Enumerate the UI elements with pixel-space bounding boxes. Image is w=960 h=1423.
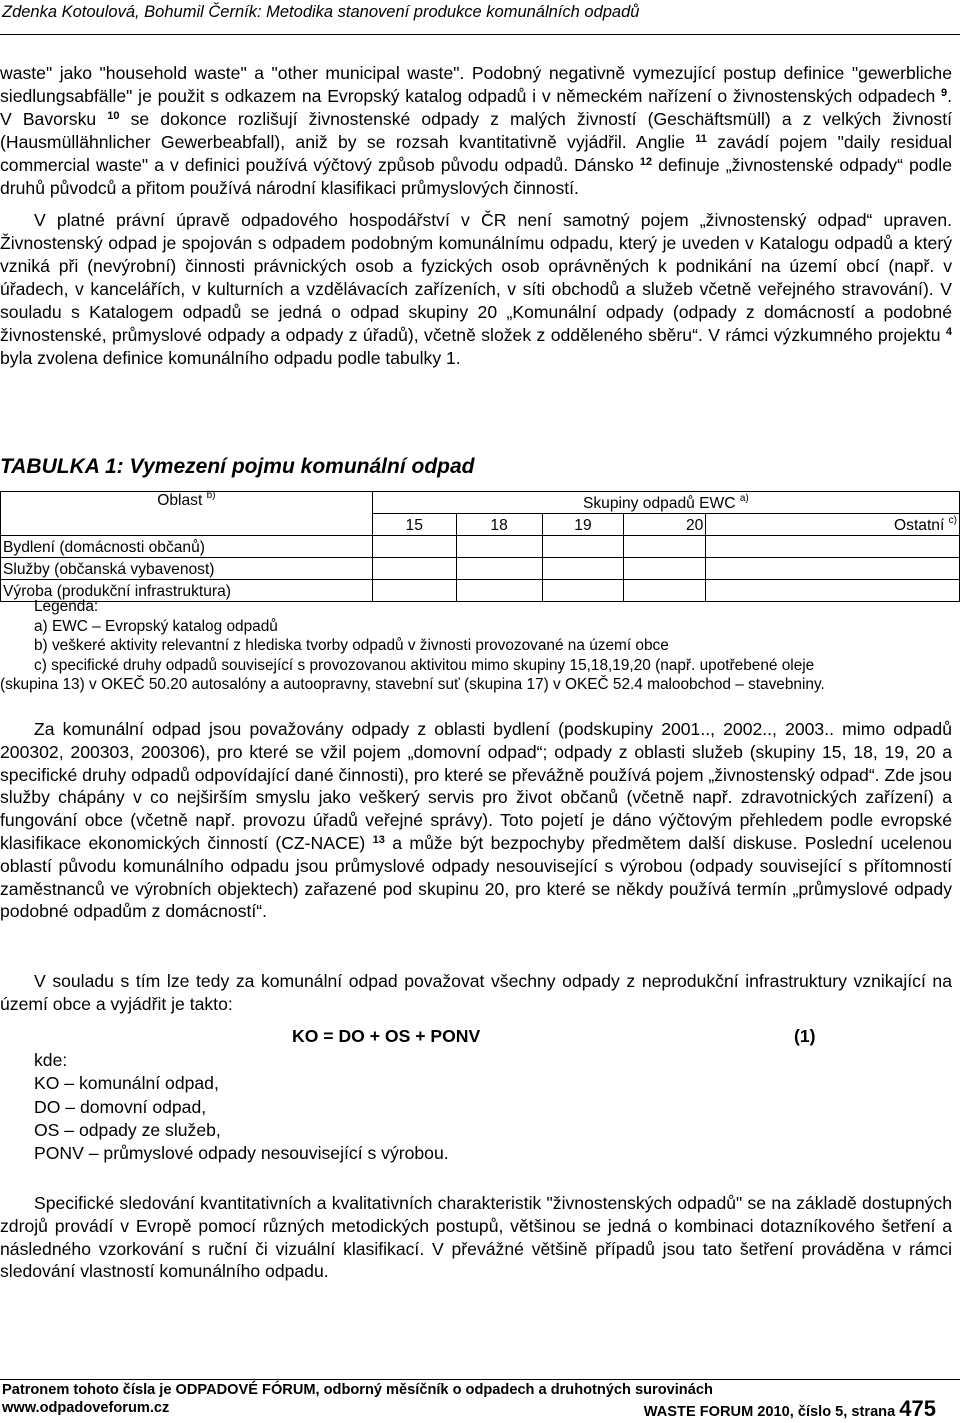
citation-ref: 12	[639, 155, 653, 168]
definition-item: OS – odpady ze služeb,	[34, 1119, 221, 1140]
running-header	[0, 0, 960, 35]
column-header: 19	[542, 514, 624, 536]
citation-ref: 11	[695, 132, 707, 145]
definition-item: DO – domovní odpad,	[34, 1096, 207, 1117]
citation-ref: 10	[107, 109, 120, 122]
intro-text	[0, 62, 952, 370]
table-header-row	[1, 492, 960, 514]
definition-item: PONV – průmyslové odpady nesouvisející s výrobou.	[34, 1143, 449, 1164]
equation-expression: KO = DO + OS + PONV	[292, 1026, 481, 1046]
definition-item: kde:	[34, 1050, 68, 1070]
column-header: 18	[456, 514, 542, 536]
definition-list	[34, 1049, 449, 1165]
running-title: Zdenka Kotoulová, Bohumil Černík: Metodika stanovení produkce komunálních odpadů	[2, 3, 640, 21]
paragraph-1: waste" jako "household waste" a "other municipal waste". Podobný negativně vymezující postup definice "gewerbliche siedlungsabfälle" je použit s odkazem na Evropský katalog odpadů i v německém nařízení o živnostenských odpadech $^9$. V Bavorsku $^{10}$ se dokonce rozlišují živnostenské odpady z malých živností (Geschäftsmüll) a z velkých živností (Hausmüllähnlicher Gewerbeabfall), aniž by se rozsah kvantitativně vyjádřil. Anglie $^{11}$ zavádí pojem "daily residual commercial waste" a v definici používá výčtový způsob původu odpadů. Dánsko $^{12}$ definuje „živnostenské odpady“ podle druhů původců a přitom používá národní klasifikaci průmyslových činností.	[0, 63, 953, 198]
definition-table	[0, 491, 960, 602]
citation-ref: 4	[945, 325, 952, 338]
oblast-header: Oblast $^{b)}$	[1, 492, 373, 536]
body-text	[0, 718, 952, 923]
citation-ref: 9	[940, 86, 948, 99]
legend-item-c: c) specifické druhy odpadů související s provozovanou aktivitou mimo skupiny 15,18,19,20 (např. upotřebené oleje	[34, 656, 815, 674]
equation-number: (1)	[794, 1026, 816, 1046]
legend-item-c-continued: (skupina 13) v OKEČ 50.20 autosalóny a autoopravny, stavební suť (skupina 17) v OKEČ 52.4 maloobchod – stavebniny.	[0, 676, 825, 693]
row-label: Výroba (produkční infrastruktura)	[1, 580, 373, 602]
legend-title: Legenda:	[34, 598, 99, 615]
definition-item: KO – komunální odpad,	[34, 1073, 219, 1094]
legend-item-a: a) EWC – Evropský katalog odpadů	[34, 617, 278, 635]
paragraph-2: V platné právní úpravě odpadového hospodářství v ČR není samotný pojem „živnostenský odpad“ upraven. Živnostenský odpad je spojován s odpadem podobným komunálnímu odpadu, který je uveden v Katalogu odpadů a který vzniká při (nevýrobní) činnosti právnických osob a fyzických osob oprávněných k podnikání na území obcí (např. v úřadech, v kancelářích, v kulturních a vzdělávacích zařízeních, v síti obchodů a služeb včetně veřejného stravování). V souladu s Katalogem odpadů se jedná o odpad skupiny 20 „Komunální odpady (odpady z domácností a podobné živnostenské, průmyslové odpady a odpady z úřadů), včetně složek z odděleného sběru“. V rámci výzkumného projektu $^4$ byla zvolena definice komunálního odpadu podle tabulky 1.	[0, 210, 952, 368]
paragraph-4: V souladu s tím lze tedy za komunální odpad považovat všechny odpady z neprodukční infrastruktury vznikající na území obce a vyjádřit je takto:	[0, 971, 952, 1014]
table-title: TABULKA 1: Vymezení pojmu komunální odpad	[0, 455, 475, 478]
table-row	[1, 536, 960, 558]
paragraph-5: Specifické sledování kvantitativních a kvalitativních charakteristik "živnostenských odpadů" se na základě dostupných zdrojů provádí v Evropě pomocí různých metodických postupů, většinou se jedná o kombinaci dotazníkového šetření a následného vzorkování s ruční či vizuální klasifikací. V převážné většině případů jsou tato šetření prováděna v rámci sledování vlastností komunálního odpadu.	[0, 1193, 952, 1282]
body-text-3	[0, 1192, 952, 1283]
column-header: 20	[624, 514, 706, 536]
skupiny-header: Skupiny odpadů EWC $^{a)}$	[372, 492, 959, 514]
footer-issue: WASTE FORUM 2010, číslo 5, strana 475	[643, 1396, 936, 1421]
paragraph-3: Za komunální odpad jsou považovány odpady z oblasti bydlení (podskupiny 2001.., 2002.., 2003.. mimo odpadů 200302, 200303, 200306), pro které se vžil pojem „domovní odpad“; odpady z oblasti služeb (skupiny 15, 18, 19, 20 a specifické druhy odpadů odpovídající dané činnosti), pro které se převážně používá pojem „živnostenský odpad“. Zde jsou služby chápány v co nejširším smyslu jako veškerý servis pro život občanů (včetně např. zdravotnických zařízení) a fungování obce (včetně např. provozu úřadů veřejné správy). Toto pojetí je dáno výčtovým přehledem podle evropské klasifikace ekonomických činností (CZ-NACE) $^{13}$ a může být bezpochyby předmětem další diskuse. Poslední ucelenou oblastí původu komunálního odpadu jsou průmyslové odpady nesouvisející s výrobou (odpady související s přítomností zaměstnanců ve výrobních objektech) zařazené pod skupinu 20, pro které se někdy používá termín „průmyslové odpady podobné odpadům z domácností“.	[0, 719, 952, 922]
footer-patron: Patronem tohoto čísla je ODPADOVÉ FÓRUM, odborný měsíčník o odpadech a druhotných surovinách	[2, 1382, 713, 1398]
page-footer	[0, 1379, 960, 1423]
citation-ref: 13	[372, 833, 385, 846]
column-header: 15	[372, 514, 456, 536]
table-legend	[0, 597, 960, 695]
page-number: 475	[899, 1396, 936, 1421]
column-header-ostatni: Ostatní $^{c)}$	[706, 514, 960, 536]
legend-item-b: b) veškeré aktivity relevantní z hlediska tvorby odpadů v živnosti provozované na území obce	[34, 637, 669, 654]
table-row	[1, 558, 960, 580]
footer-website-link[interactable]: www.odpadoveforum.cz	[2, 1400, 170, 1416]
body-text-2	[0, 970, 952, 1016]
row-label: Bydlení (domácnosti občanů)	[1, 536, 373, 558]
row-label: Služby (občanská vybavenost)	[1, 558, 373, 580]
